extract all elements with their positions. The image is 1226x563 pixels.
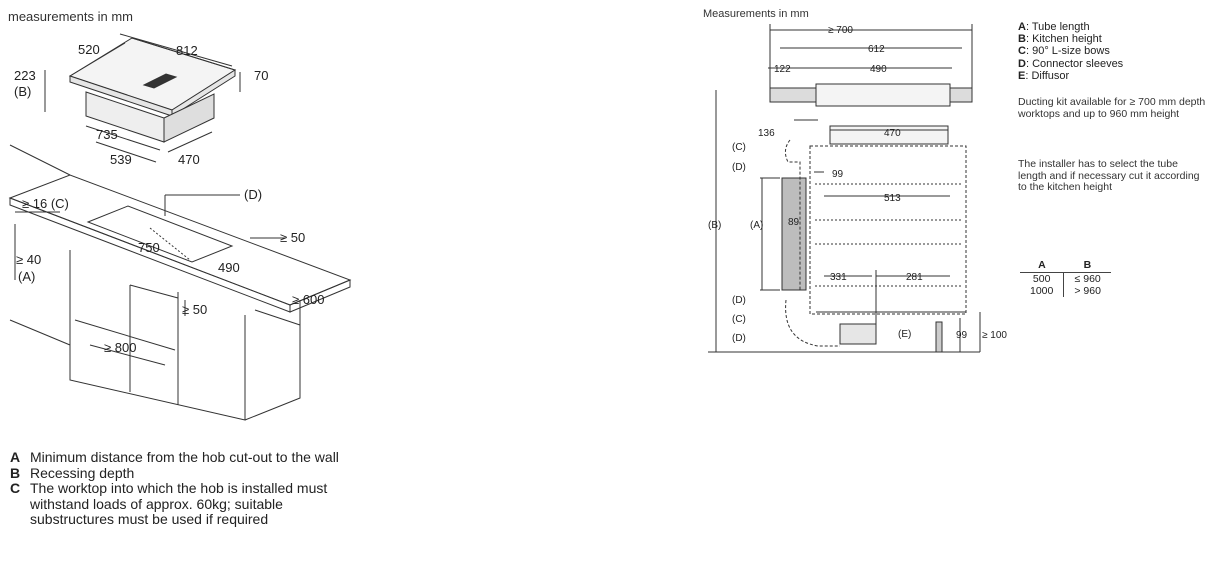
dim-612: 612 — [868, 44, 885, 55]
side-label-a: (A) — [750, 220, 764, 231]
dim-331: 331 — [830, 272, 847, 283]
legend-item-b: B: Kitchen height — [1018, 33, 1102, 46]
dim-100: ≥ 100 — [982, 330, 1007, 341]
dim-89: 89 — [788, 217, 800, 228]
dim-99-top: 99 — [832, 169, 844, 180]
dim-520: 520 — [78, 42, 100, 57]
dim-99-bottom: 99 — [956, 330, 968, 341]
hob-section — [816, 84, 950, 106]
dim-122: 122 — [774, 64, 791, 75]
vertical-duct — [782, 178, 806, 290]
dim-513: 513 — [884, 193, 901, 204]
table-header-a: A — [1020, 258, 1064, 273]
dim-281: 281 — [906, 272, 923, 283]
note-b: B Recessing depth — [10, 464, 135, 481]
dim-side-50: ≥ 50 — [182, 302, 208, 317]
table-cell: 500 — [1020, 273, 1064, 286]
dim-70: 70 — [254, 68, 269, 83]
side-label-d-top: (D) — [732, 162, 746, 173]
legend-item-e: E: Diffusor — [1018, 69, 1070, 82]
dim-539: 539 — [110, 152, 132, 167]
dim-b: (B) — [14, 84, 32, 99]
dim-c: ≥ 16 (C) — [22, 196, 69, 211]
dim-750: 750 — [138, 240, 160, 255]
dim-735: 735 — [96, 127, 118, 142]
side-label-c-top: (C) — [732, 142, 746, 153]
notes-list — [10, 450, 350, 528]
right-title: Measurements in mm — [703, 8, 809, 20]
legend-item-d: D: Connector sleeves — [1018, 57, 1124, 70]
side-label-d-mid: (D) — [732, 295, 746, 306]
ab-table — [1020, 258, 1111, 297]
table-header-b: B — [1064, 258, 1111, 273]
dim-812: 812 — [176, 43, 198, 58]
dim-a-val: ≥ 40 — [16, 252, 42, 267]
hob-cutout — [88, 206, 232, 262]
dim-470r: 470 — [884, 128, 901, 139]
dim-136: 136 — [758, 128, 775, 139]
side-label-e: (E) — [898, 329, 912, 340]
dim-490r: 490 — [870, 64, 887, 75]
note-a: A Minimum distance from the hob cut-out to the wall — [10, 449, 339, 465]
legend-item-c: C: 90° L-size bows — [1018, 45, 1110, 58]
table-cell: > 960 — [1074, 285, 1101, 297]
cabinet-outline — [70, 250, 245, 420]
left-title: measurements in mm — [8, 9, 133, 24]
ducting-section-diagram — [700, 0, 1026, 380]
note-c: C The worktop into which the hob is installed must withstand loads of approx. 60kg; suitable substructures must be used if required — [10, 480, 328, 527]
dim-223: 223 — [14, 68, 36, 83]
table-cell: ≤ 960 — [1074, 273, 1101, 285]
ducting-note: Ducting kit available for ≥ 700 mm depth worktops and up to 960 mm height — [1018, 96, 1206, 120]
table-cell: 1000 — [1020, 285, 1064, 297]
dim-800: ≥ 800 — [104, 340, 137, 355]
dim-470: 470 — [178, 152, 200, 167]
side-label-d-bottom: (D) — [732, 333, 746, 344]
dim-600: ≥ 600 — [292, 292, 325, 307]
dim-rear-50: ≥ 50 — [280, 230, 306, 245]
legend-item-a: A: Tube length — [1018, 21, 1090, 33]
legend — [1018, 21, 1123, 82]
side-label-c-bottom: (C) — [732, 314, 746, 325]
side-label-b: (B) — [708, 220, 722, 231]
installer-note: The installer has to select the tube length and if necessary cut it according to the kitchen height — [1018, 158, 1200, 193]
dim-490: 490 — [218, 260, 240, 275]
dim-d: (D) — [244, 187, 263, 202]
dim-a: (A) — [18, 269, 36, 284]
dim-700: ≥ 700 — [828, 25, 853, 36]
diffusor — [840, 324, 876, 344]
